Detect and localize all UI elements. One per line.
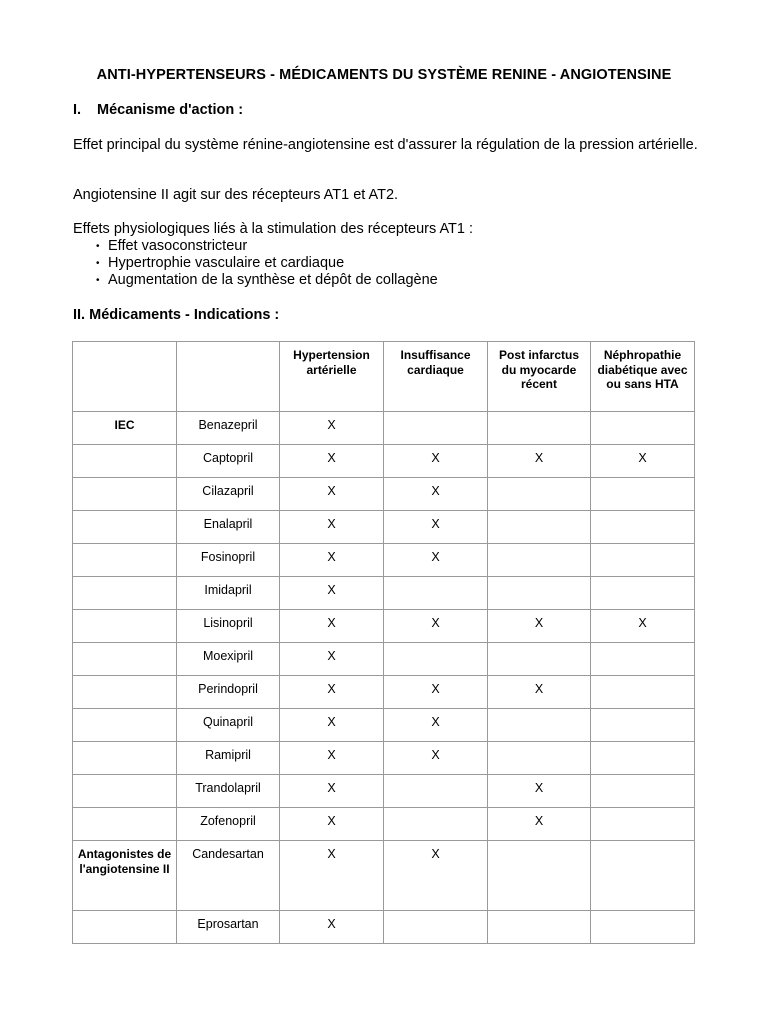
nephropathy-cell: X [591,445,695,478]
nephropathy-cell [591,709,695,742]
post-infarction-cell: X [488,676,591,709]
hypertension-cell: X [280,775,384,808]
hypertension-cell: X [280,676,384,709]
post-infarction-cell: X [488,808,591,841]
table-row [73,676,695,709]
post-infarction-cell [488,709,591,742]
table-row [73,911,695,944]
table-row [73,841,695,911]
drug-cell: Quinapril [177,709,280,742]
table-row [73,775,695,808]
hypertension-cell: X [280,911,384,944]
nephropathy-cell [591,911,695,944]
table-body [73,412,695,944]
heart-failure-cell [384,775,488,808]
hypertension-cell: X [280,478,384,511]
nephropathy-cell [591,775,695,808]
table-row [73,742,695,775]
header-post-infarction: Post infarctus du myocarde récent [488,342,591,412]
drug-cell: Benazepril [177,412,280,445]
nephropathy-cell [591,577,695,610]
table-row [73,643,695,676]
drug-cell: Cilazapril [177,478,280,511]
post-infarction-cell: X [488,445,591,478]
drug-cell: Candesartan [177,841,280,911]
list-item: • Effet vasoconstricteur [96,238,248,254]
bullet-icon: • [96,241,100,252]
hypertension-cell: X [280,577,384,610]
nephropathy-cell [591,676,695,709]
header-hypertension: Hypertension artérielle [280,342,384,412]
nephropathy-cell [591,808,695,841]
drug-cell: Zofenopril [177,808,280,841]
hypertension-cell: X [280,841,384,911]
nephropathy-cell [591,643,695,676]
paragraph-angiotensin-receptors: Angiotensine II agit sur des récepteurs AT1 et AT2. [73,187,399,203]
class-cell [73,610,177,643]
hypertension-cell: X [280,544,384,577]
drug-cell: Trandolapril [177,775,280,808]
class-cell [73,676,177,709]
hypertension-cell: X [280,709,384,742]
drug-cell: Fosinopril [177,544,280,577]
table-row [73,445,695,478]
table-row [73,577,695,610]
list-item: • Augmentation de la synthèse et dépôt de collagène [96,272,438,288]
nephropathy-cell: X [591,610,695,643]
list-item: • Hypertrophie vasculaire et cardiaque [96,255,345,271]
heart-failure-cell [384,412,488,445]
post-infarction-cell: X [488,610,591,643]
paragraph-main-effect: Effet principal du système rénine-angiotensine est d'assurer la régulation de la pression artérielle. [73,137,698,153]
heart-failure-cell: X [384,709,488,742]
table-row [73,808,695,841]
drug-cell: Ramipril [177,742,280,775]
heart-failure-cell [384,808,488,841]
medications-table [72,341,695,944]
heart-failure-cell [384,911,488,944]
post-infarction-cell [488,841,591,911]
class-cell: Antagonistes de l'angiotensine II [73,841,177,911]
post-infarction-cell [488,511,591,544]
class-cell [73,775,177,808]
post-infarction-cell [488,412,591,445]
at1-effects-list [96,238,438,289]
section-1-number: I. [73,102,82,118]
paragraph-at1-effects: Effets physiologiques liés à la stimulation des récepteurs AT1 : [73,221,474,237]
drug-cell: Moexipril [177,643,280,676]
heart-failure-cell: X [384,610,488,643]
nephropathy-cell [591,742,695,775]
nephropathy-cell [591,841,695,911]
heart-failure-cell: X [384,478,488,511]
hypertension-cell: X [280,445,384,478]
drug-cell: Imidapril [177,577,280,610]
post-infarction-cell [488,911,591,944]
hypertension-cell: X [280,412,384,445]
table-row [73,709,695,742]
class-cell [73,709,177,742]
drug-cell: Lisinopril [177,610,280,643]
class-cell [73,511,177,544]
table-row [73,478,695,511]
table-row [73,610,695,643]
heart-failure-cell: X [384,511,488,544]
drug-cell: Captopril [177,445,280,478]
header-nephropathy: Néphropathie diabétique avec ou sans HTA [591,342,695,412]
heart-failure-cell: X [384,445,488,478]
hypertension-cell: X [280,808,384,841]
hypertension-cell: X [280,643,384,676]
post-infarction-cell [488,478,591,511]
drug-cell: Perindopril [177,676,280,709]
class-cell [73,643,177,676]
section-2-heading: II. Médicaments - Indications : [73,307,280,323]
class-cell [73,742,177,775]
drug-cell: Eprosartan [177,911,280,944]
post-infarction-cell [488,577,591,610]
heart-failure-cell [384,643,488,676]
class-cell [73,808,177,841]
table-row [73,544,695,577]
table-row [73,412,695,445]
hypertension-cell: X [280,742,384,775]
bullet-icon: • [96,258,100,269]
document-title: ANTI-HYPERTENSEURS - MÉDICAMENTS DU SYSTÈME RENINE - ANGIOTENSINE [96,67,672,83]
heart-failure-cell: X [384,676,488,709]
class-cell [73,911,177,944]
post-infarction-cell [488,643,591,676]
heart-failure-cell: X [384,841,488,911]
section-1-title: Mécanisme d'action : [97,102,244,118]
class-cell [73,445,177,478]
post-infarction-cell [488,742,591,775]
hypertension-cell: X [280,511,384,544]
drug-cell: Enalapril [177,511,280,544]
nephropathy-cell [591,478,695,511]
nephropathy-cell [591,412,695,445]
class-cell [73,577,177,610]
header-class [73,342,177,412]
nephropathy-cell [591,511,695,544]
table-header-row [73,342,695,412]
bullet-icon: • [96,275,100,286]
class-cell [73,544,177,577]
hypertension-cell: X [280,610,384,643]
post-infarction-cell [488,544,591,577]
heart-failure-cell: X [384,742,488,775]
table-row [73,511,695,544]
header-drug [177,342,280,412]
header-heart-failure: Insuffisance cardiaque [384,342,488,412]
heart-failure-cell [384,577,488,610]
post-infarction-cell: X [488,775,591,808]
class-cell: IEC [73,412,177,445]
heart-failure-cell: X [384,544,488,577]
section-1-heading [73,102,243,118]
class-cell [73,478,177,511]
nephropathy-cell [591,544,695,577]
